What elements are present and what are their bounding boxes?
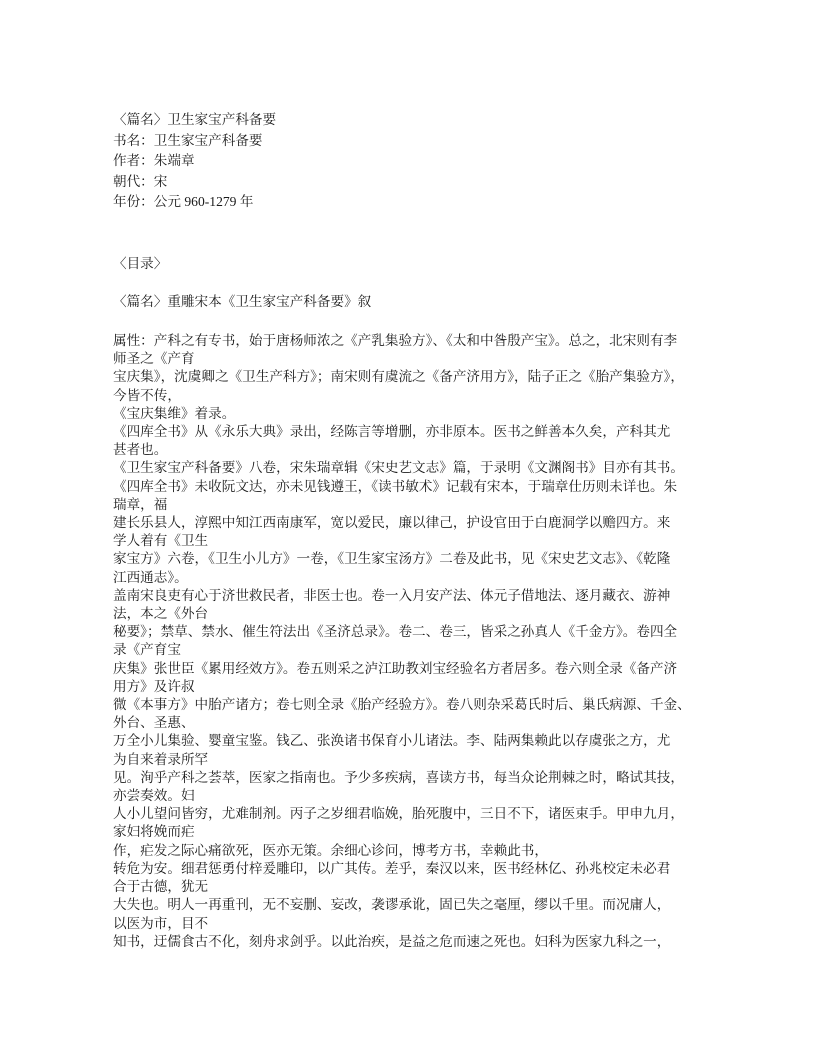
text-line: 学人着有《卫生 <box>113 533 209 549</box>
text-line: 作，疟发之际心痛欲死，医亦无策。余细心诊问，博考方书，幸赖此书， <box>113 842 548 858</box>
text-line: 家妇将娩而疟 <box>113 824 195 840</box>
text-line: 师圣之《产育 <box>113 351 195 367</box>
text-line: 宝庆集》，沈虞卿之《卫生产科方》；南宋则有虞流之《备产济用方》，陆子正之《胎产集验方》， <box>113 369 684 385</box>
section-heading: 〈篇名〉重雕宋本《卫生家宝产科备要》叙 <box>113 294 372 309</box>
text-line: 录《产育宝 <box>113 642 181 658</box>
text-line: 外台、圣惠、 <box>113 715 195 731</box>
text-line: 见。洵乎产科之荟萃，医家之指南也。予少多疾病，喜读方书，每当众论荆棘之时，略试其技， <box>113 769 684 785</box>
text-line: 属性：产科之有专书，始于唐杨师浓之《产乳集验方》、《太和中昝殷产宝》。总之，北宋则有李 <box>113 333 678 348</box>
text-line: 用方》及许叔 <box>113 678 195 694</box>
text-line: 法，本之《外台 <box>113 606 209 622</box>
toc-heading: 〈目录〉 <box>113 256 168 271</box>
text-line: 年份：公元 960-1279 年 <box>113 194 254 210</box>
text-line: 万全小儿集验、婴童宝鉴。钱乙、张涣诸书保育小儿诸法。李、陆两集赖此以存虞张之方，尤 <box>113 733 671 749</box>
text-line: 《卫生家宝产科备要》八卷，宋朱瑞章辑《宋史艺文志》篇，于录明《文渊阁书》目亦有其书。 <box>113 460 684 476</box>
body-text <box>113 332 691 951</box>
text-line: 以医为市，目不 <box>113 915 209 931</box>
text-line: 甚者也。 <box>113 442 168 458</box>
text-line: 微《本事方》中胎产诸方；卷七则全录《胎产经验方》。卷八则杂采葛氏时后、巢氏病源、千金、 <box>113 697 691 713</box>
text-line: 人小儿望问皆穷，尤难制剂。丙子之岁细君临娩，胎死腹中，三日不下，诸医束手。甲申九月， <box>113 806 684 822</box>
text-line: 作者：朱端章 <box>113 153 195 169</box>
text-line: 《四库全书》从《永乐大典》录出，经陈言等增删，亦非原本。医书之鲜善本久矣，产科其尤 <box>113 424 671 440</box>
text-line: 盖南宋良吏有心于济世救民者，非医士也。卷一入月安产法、体元子借地法、逐月藏衣、游神 <box>113 587 671 603</box>
text-line: 建长乐县人，淳熙中知江西南康军，宽以爱民，廉以律己，护设官田于白鹿洞学以赡四方。来 <box>113 515 671 531</box>
text-line: 今皆不传， <box>113 387 181 403</box>
text-line: 书名：卫生家宝产科备要 <box>113 132 263 148</box>
text-line: 〈篇名〉卫生家宝产科备要 <box>113 112 277 127</box>
text-line: 家宝方》六卷，《卫生小儿方》一卷，《卫生家宝汤方》二卷及此书，见《宋史艺文志》、《乾隆 <box>113 551 671 567</box>
text-line: 知书，迂儒食古不化，刻舟求剑乎。以此治疾，是益之危而速之死也。妇科为医家九科之一， <box>113 933 671 949</box>
text-line: 合于古德，犹无 <box>113 879 209 895</box>
text-line: 江西通志》。 <box>113 569 188 585</box>
text-line: 亦尝奏效。妇 <box>113 788 195 804</box>
text-line: 朝代：宋 <box>113 173 168 189</box>
text-line: 大失也。明人一再重刊，无不妄删、妄改，袭谬承讹，固已失之毫厘，缪以千里。而况庸人， <box>113 897 671 913</box>
text-line: 庆集》张世臣《累用经效方》。卷五则采之泸江助教刘宝经验名方者居多。卷六则全录《备产济 <box>113 660 678 676</box>
text-line: 为自来着录所罕 <box>113 751 209 767</box>
text-line: 秘要》；禁草、禁水、催生符法出《圣济总录》。卷二、卷三，皆采之孙真人《千金方》。卷四全 <box>113 624 678 640</box>
text-line: 瑞章，福 <box>113 496 168 512</box>
text-line: 《宝庆集维》着录。 <box>113 405 236 421</box>
text-line: 转危为安。细君惩勇付梓爰雕印，以广其传。差乎，秦汉以来，医书经林亿、孙兆校定未必君 <box>113 860 671 876</box>
text-line: 《四库全书》未收阮文达，亦未见钱遵王，《读书敏术》记载有宋本，于瑞章仕历则未详也。朱 <box>113 478 678 494</box>
document-metadata <box>113 110 276 213</box>
